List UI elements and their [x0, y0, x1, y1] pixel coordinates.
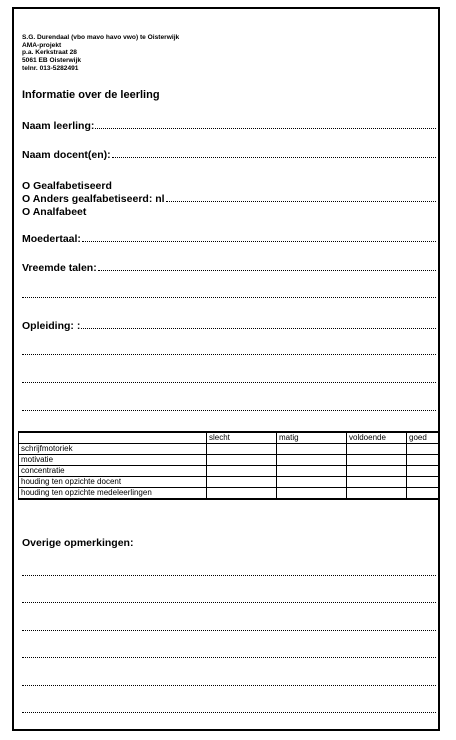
row-label-concentratie: concentratie [19, 466, 207, 477]
opmerkingen-line-1[interactable] [22, 575, 436, 576]
vreemde-talen-extra-line[interactable] [22, 297, 436, 298]
vreemde-talen-line[interactable] [98, 262, 436, 271]
opleiding-label: Opleiding: : [22, 320, 81, 332]
moedertaal-line[interactable] [82, 233, 436, 242]
header-voldoende: voldoende [347, 432, 407, 444]
naam-docent-field[interactable] [22, 149, 436, 161]
phone-number: telnr. 013-5282491 [22, 64, 79, 72]
option-analfabeet[interactable]: O Analfabeet [22, 206, 87, 218]
moedertaal-field[interactable] [22, 233, 436, 245]
row-label-motivatie: motivatie [19, 455, 207, 466]
row-label-schrijfmotoriek: schrijfmotoriek [19, 444, 207, 455]
naam-leerling-field[interactable] [22, 120, 436, 132]
rating-cell[interactable] [277, 466, 347, 477]
rating-cell[interactable] [407, 444, 440, 455]
project-name: AMA-projekt [22, 41, 62, 49]
rating-cell[interactable] [207, 466, 277, 477]
table-row [19, 477, 440, 488]
opleiding-line-2[interactable] [22, 354, 436, 355]
rating-cell[interactable] [207, 455, 277, 466]
opmerkingen-line-6[interactable] [22, 712, 436, 713]
overige-opmerkingen-title: Overige opmerkingen: [22, 537, 134, 549]
header-matig: matig [277, 432, 347, 444]
rating-cell[interactable] [347, 466, 407, 477]
rating-header-row [19, 432, 440, 444]
opmerkingen-line-5[interactable] [22, 685, 436, 686]
naam-leerling-label: Naam leerling: [22, 120, 95, 132]
header-cell-empty [19, 432, 207, 444]
vreemde-talen-field[interactable] [22, 262, 436, 274]
page-border [12, 7, 440, 731]
opleiding-line-3[interactable] [22, 382, 436, 383]
opleiding-field[interactable] [22, 320, 436, 332]
rating-cell[interactable] [407, 488, 440, 500]
option-gealfabetiseerd[interactable]: O Gealfabetiseerd [22, 180, 112, 192]
section-title: Informatie over de leerling [22, 89, 160, 101]
address-street: p.a. Kerkstraat 28 [22, 49, 77, 57]
header-slecht: slecht [207, 432, 277, 444]
school-address-header [22, 34, 179, 73]
rating-cell[interactable] [347, 488, 407, 500]
opleiding-line[interactable] [81, 320, 436, 329]
opmerkingen-line-3[interactable] [22, 630, 436, 631]
rating-cell[interactable] [207, 444, 277, 455]
row-label-houding-docent: houding ten opzichte docent [19, 477, 207, 488]
rating-table [18, 431, 440, 500]
rating-cell[interactable] [277, 455, 347, 466]
rating-cell[interactable] [407, 455, 440, 466]
opleiding-line-4[interactable] [22, 410, 436, 411]
table-row [19, 488, 440, 500]
option-anders-label: O Anders gealfabetiseerd: nl [22, 193, 165, 205]
naam-docent-label: Naam docent(en): [22, 149, 111, 161]
opmerkingen-line-2[interactable] [22, 602, 436, 603]
rating-cell[interactable] [277, 477, 347, 488]
row-label-houding-medeleerlingen: houding ten opzichte medeleerlingen [19, 488, 207, 500]
option-anders-field[interactable] [22, 193, 436, 205]
moedertaal-label: Moedertaal: [22, 233, 81, 245]
table-row [19, 444, 440, 455]
school-name: S.G. Durendaal (vbo mavo havo vwo) te Oisterwijk [22, 34, 180, 41]
naam-docent-line[interactable] [112, 149, 436, 158]
rating-cell[interactable] [207, 477, 277, 488]
rating-cell[interactable] [347, 455, 407, 466]
rating-cell[interactable] [277, 488, 347, 500]
rating-cell[interactable] [407, 477, 440, 488]
vreemde-talen-label: Vreemde talen: [22, 262, 97, 274]
opmerkingen-line-4[interactable] [22, 657, 436, 658]
table-row [19, 455, 440, 466]
rating-cell[interactable] [347, 444, 407, 455]
rating-cell[interactable] [207, 488, 277, 500]
naam-leerling-line[interactable] [95, 120, 436, 129]
header-goed: goed [407, 432, 440, 444]
table-row [19, 466, 440, 477]
option-anders-line[interactable] [166, 193, 436, 202]
rating-cell[interactable] [277, 444, 347, 455]
rating-cell[interactable] [407, 466, 440, 477]
rating-cell[interactable] [347, 477, 407, 488]
address-city: 5061 EB Oisterwijk [22, 57, 82, 65]
